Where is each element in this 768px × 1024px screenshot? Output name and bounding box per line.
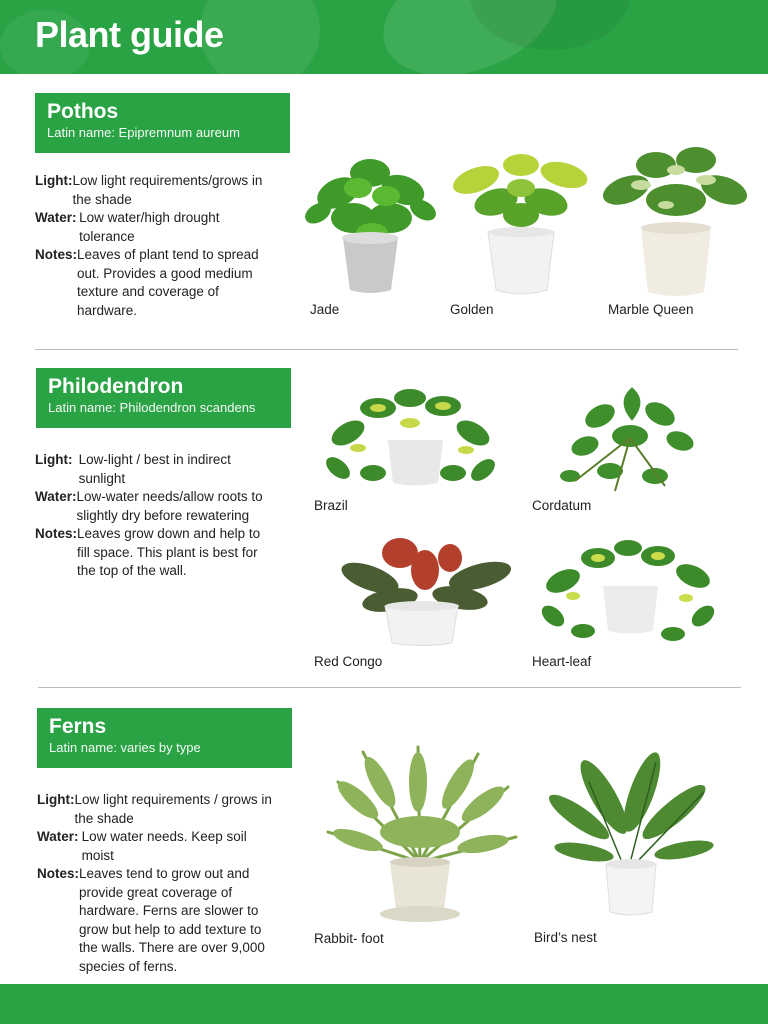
plant-caption: Rabbit- foot: [314, 931, 384, 946]
plant-caption: Golden: [450, 302, 494, 317]
section-label-philodendron: [36, 368, 291, 428]
plant-caption: Brazil: [314, 498, 348, 513]
plant-image-brazil: [318, 378, 503, 496]
water-row: [35, 488, 275, 525]
notes-value: Leaves of plant tend to spread out. Provides a good medium texture and coverage of hardware.: [77, 247, 259, 318]
light-value: Low light requirements/grows in the shade: [72, 173, 263, 207]
section-label-pothos: [35, 93, 290, 153]
plant-image-marble-queen: [596, 130, 754, 300]
section-name: Philodendron: [48, 375, 184, 398]
section-name: Pothos: [47, 100, 119, 123]
plant-caption: Red Congo: [314, 654, 383, 669]
water-label: Water:: [35, 489, 77, 504]
plant-caption: Marble Queen: [608, 302, 694, 317]
water-row: [35, 209, 275, 246]
notes-label: Notes:: [37, 866, 80, 881]
page-title: Plant guide: [35, 14, 224, 55]
footer-band: [0, 984, 768, 1024]
plant-image-heart-leaf: [538, 536, 718, 654]
notes-label: Notes:: [35, 526, 78, 541]
light-row: [35, 451, 275, 488]
notes-row: [37, 865, 277, 976]
light-value: Low light requirements / grows in the shade: [74, 792, 272, 826]
section-latin-name: Latin name: varies by type: [49, 740, 201, 755]
notes-row: [35, 525, 275, 581]
light-label: Light:: [37, 792, 75, 807]
care-info-philodendron: [35, 451, 275, 581]
care-info-ferns: [37, 791, 277, 976]
plant-caption: Cordatum: [532, 498, 592, 513]
water-row: [37, 828, 277, 865]
water-value: Low water needs. Keep soil moist: [81, 829, 247, 863]
notes-value: Leaves tend to grow out and provide great coverage of hardware. Ferns are slower to grow but help to add texture to the walls. There are over 9,000 species of ferns.: [79, 866, 265, 974]
water-label: Water:: [37, 829, 79, 844]
notes-value: Leaves grow down and help to fill space. This plant is best for the top of the wall.: [77, 526, 261, 578]
section-name: Ferns: [49, 715, 107, 738]
notes-label: Notes:: [35, 247, 78, 262]
header-banner: [0, 0, 768, 74]
section-latin-name: Latin name: Philodendron scandens: [48, 400, 256, 415]
plant-image-golden: [446, 140, 596, 300]
plant-image-red-congo: [330, 528, 522, 650]
section-latin-name: Latin name: Epipremnum aureum: [47, 125, 240, 140]
section-divider: [35, 349, 738, 350]
plant-image-cordatum: [555, 376, 705, 504]
plant-image-rabbit-foot: [318, 742, 523, 924]
plant-caption: Heart-leaf: [532, 654, 592, 669]
light-label: Light:: [35, 173, 73, 188]
light-value: Low-light / best in indirect sunlight: [78, 452, 231, 486]
section-label-ferns: [37, 708, 292, 768]
light-label: Light:: [35, 452, 73, 467]
plant-caption: Jade: [310, 302, 340, 317]
notes-row: [35, 246, 275, 320]
care-info-pothos: [35, 172, 275, 320]
section-divider: [38, 687, 741, 688]
plant-caption: Bird’s nest: [534, 930, 597, 945]
light-row: [35, 172, 275, 209]
water-value: Low-water needs/allow roots to slightly dry before rewatering: [76, 489, 263, 523]
water-label: Water:: [35, 210, 77, 225]
water-value: Low water/high drought tolerance: [79, 210, 220, 244]
plant-image-jade: [298, 138, 443, 298]
plant-image-birds-nest: [544, 752, 726, 922]
light-row: [37, 791, 277, 828]
